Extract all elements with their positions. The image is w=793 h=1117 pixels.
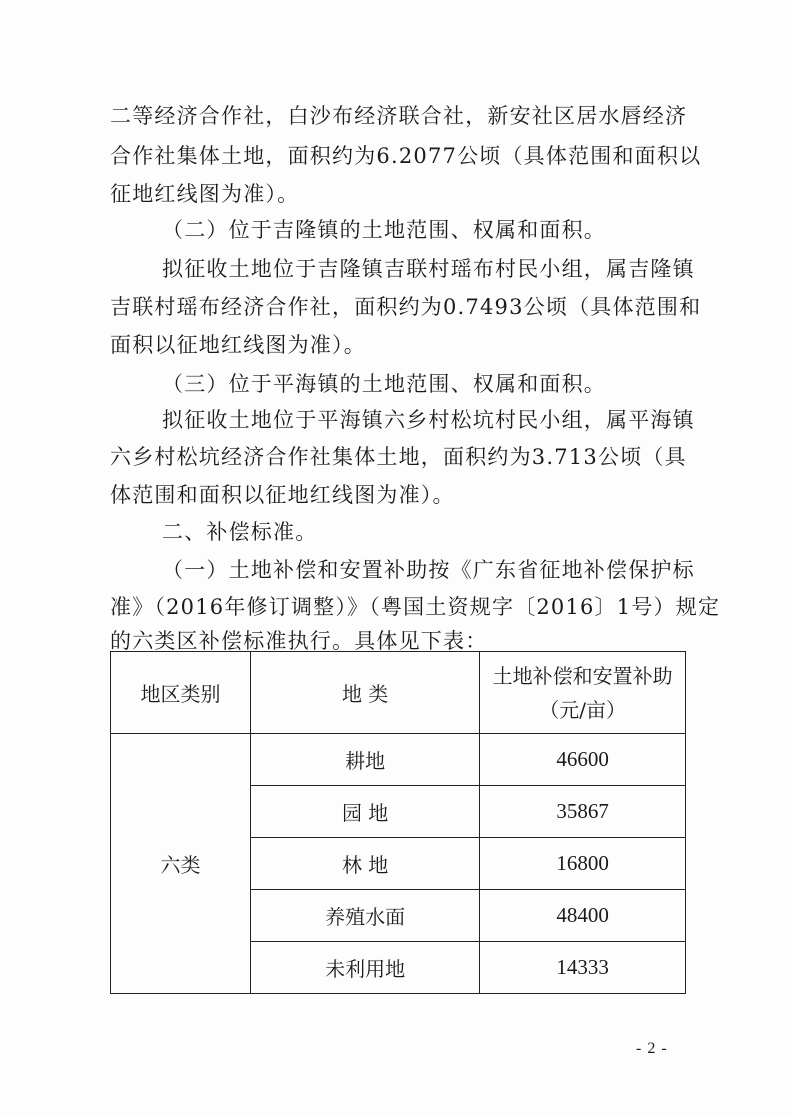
header-land-type: 地 类 xyxy=(251,652,480,734)
paragraph-line: 拟征收土地位于平海镇六乡村松坑村民小组，属平海镇 xyxy=(162,408,695,432)
paragraph-line: 吉联村瑶布经济合作社，面积约为0.7493公顷（具体范围和 xyxy=(110,295,702,319)
amount-cell: 14333 xyxy=(480,942,686,994)
paragraph-line: 拟征收土地位于吉隆镇吉联村瑶布村民小组，属吉隆镇 xyxy=(162,257,695,281)
land-type-cell: 养殖水面 xyxy=(251,890,480,942)
land-type-cell: 园 地 xyxy=(251,786,480,838)
land-type-cell: 林 地 xyxy=(251,838,480,890)
paragraph-line: （一）土地补偿和安置补助按《广东省征地补偿保护标 xyxy=(162,558,695,582)
paragraph-line: 面积以征地红线图为准）。 xyxy=(110,333,366,357)
table-row xyxy=(111,734,686,786)
amount-cell: 16800 xyxy=(480,838,686,890)
paragraph-line: 准》（2016年修订调整）》（粤国土资规字〔2016〕1号）规定 xyxy=(110,595,721,619)
header-compensation-line1: 土地补偿和安置补助 xyxy=(492,663,673,688)
section-heading: 二、补偿标准。 xyxy=(162,520,318,544)
paragraph-line: 征地红线图为准）。 xyxy=(110,182,300,206)
table-header-row xyxy=(111,652,686,734)
compensation-table xyxy=(110,651,686,994)
amount-cell: 48400 xyxy=(480,890,686,942)
amount-cell: 46600 xyxy=(480,734,686,786)
header-region: 地区类别 xyxy=(111,652,251,734)
page-number: - 2 - xyxy=(636,1040,668,1057)
header-compensation xyxy=(480,652,686,734)
header-compensation-unit: （元/亩） xyxy=(539,697,626,722)
paragraph-line: 二等经济合作社，白沙布经济联合社，新安社区居水唇经济 xyxy=(110,104,688,128)
land-type-cell: 耕地 xyxy=(251,734,480,786)
region-cell: 六类 xyxy=(111,734,251,994)
paragraph-line: 体范围和面积以征地红线图为准）。 xyxy=(110,483,455,507)
paragraph-line: 六乡村松坑经济合作社集体土地，面积约为3.713公顷（具 xyxy=(110,445,687,469)
land-type-cell: 未利用地 xyxy=(251,942,480,994)
amount-cell: 35867 xyxy=(480,786,686,838)
section-heading: （二）位于吉隆镇的土地范围、权属和面积。 xyxy=(162,218,606,242)
paragraph-line: 的六类区补偿标准执行。具体见下表： xyxy=(110,629,488,653)
section-heading: （三）位于平海镇的土地范围、权属和面积。 xyxy=(162,372,606,396)
paragraph-line: 合作社集体土地，面积约为6.2077公顷（具体范围和面积以 xyxy=(110,144,702,168)
